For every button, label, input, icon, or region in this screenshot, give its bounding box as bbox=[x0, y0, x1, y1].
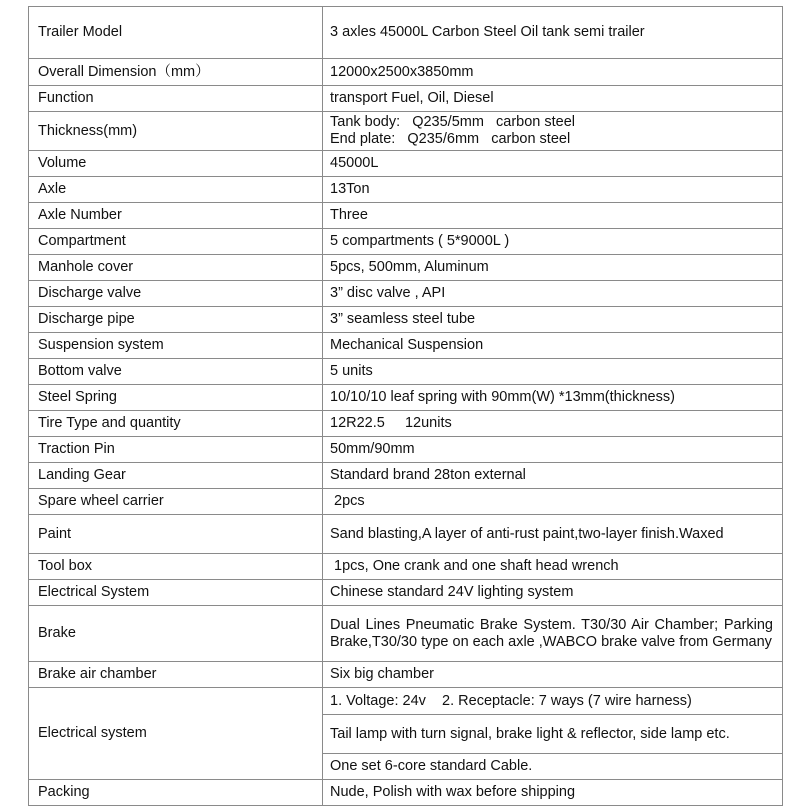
table-row bbox=[29, 151, 783, 177]
table-row bbox=[29, 112, 783, 151]
spec-value: Three bbox=[323, 203, 783, 229]
spec-value: 1pcs, One crank and one shaft head wrench bbox=[323, 554, 783, 580]
trailer-spec-table bbox=[28, 6, 783, 806]
table-row bbox=[29, 780, 783, 806]
spec-label: Manhole cover bbox=[29, 255, 323, 281]
table-row bbox=[29, 515, 783, 554]
spec-label: Axle bbox=[29, 177, 323, 203]
table-row bbox=[29, 203, 783, 229]
spec-value: 12000x2500x3850mm bbox=[323, 59, 783, 86]
table-row bbox=[29, 177, 783, 203]
spec-label: Volume bbox=[29, 151, 323, 177]
spec-label: Spare wheel carrier bbox=[29, 489, 323, 515]
spec-value: 3” disc valve , API bbox=[323, 281, 783, 307]
spec-label: Tire Type and quantity bbox=[29, 411, 323, 437]
table-row bbox=[29, 7, 783, 59]
spec-label: Compartment bbox=[29, 229, 323, 255]
spec-label: Brake air chamber bbox=[29, 662, 323, 688]
spec-label: Steel Spring bbox=[29, 385, 323, 411]
spec-value: Nude, Polish with wax before shipping bbox=[323, 780, 783, 806]
spec-value: 10/10/10 leaf spring with 90mm(W) *13mm(thickness) bbox=[323, 385, 783, 411]
spec-label: Discharge pipe bbox=[29, 307, 323, 333]
spec-label: Brake bbox=[29, 606, 323, 662]
spec-label: Packing bbox=[29, 780, 323, 806]
spec-value: 3 axles 45000L Carbon Steel Oil tank semi trailer bbox=[323, 7, 783, 59]
spec-value: 1. Voltage: 24v 2. Receptacle: 7 ways (7 wire harness) bbox=[323, 688, 783, 715]
table-row bbox=[29, 229, 783, 255]
spec-label: Bottom valve bbox=[29, 359, 323, 385]
table-row bbox=[29, 281, 783, 307]
spec-value: One set 6-core standard Cable. bbox=[323, 754, 783, 780]
table-row bbox=[29, 59, 783, 86]
spec-label: Landing Gear bbox=[29, 463, 323, 489]
spec-value: 3” seamless steel tube bbox=[323, 307, 783, 333]
table-row bbox=[29, 411, 783, 437]
table-row bbox=[29, 333, 783, 359]
spec-value: Dual Lines Pneumatic Brake System. T30/30 Air Chamber; Parking Brake,T30/30 type on each axle ,WABCO brake valve from Germany bbox=[323, 606, 783, 662]
spec-value: 5 compartments ( 5*9000L ) bbox=[323, 229, 783, 255]
spec-value-line: Tank body: Q235/5mm carbon steel bbox=[330, 114, 576, 130]
spec-label: Paint bbox=[29, 515, 323, 554]
spec-value: Chinese standard 24V lighting system bbox=[323, 580, 783, 606]
table-row bbox=[29, 307, 783, 333]
spec-value-line: End plate: Q235/6mm carbon steel bbox=[330, 131, 571, 147]
spec-value: transport Fuel, Oil, Diesel bbox=[323, 86, 783, 112]
spec-label: Tool box bbox=[29, 554, 323, 580]
spec-value: 13Ton bbox=[323, 177, 783, 203]
table-row bbox=[29, 662, 783, 688]
spec-value: 45000L bbox=[323, 151, 783, 177]
spec-value: Mechanical Suspension bbox=[323, 333, 783, 359]
spec-label: Trailer Model bbox=[29, 7, 323, 59]
spec-label: Electrical system bbox=[29, 688, 323, 780]
table-row bbox=[29, 580, 783, 606]
table-row bbox=[29, 385, 783, 411]
spec-value: 50mm/90mm bbox=[323, 437, 783, 463]
spec-value: 5pcs, 500mm, Aluminum bbox=[323, 255, 783, 281]
spec-value: Tail lamp with turn signal, brake light & reflector, side lamp etc. bbox=[323, 715, 783, 754]
spec-label: Suspension system bbox=[29, 333, 323, 359]
table-row bbox=[29, 255, 783, 281]
table-row bbox=[29, 489, 783, 515]
spec-label: Discharge valve bbox=[29, 281, 323, 307]
spec-value: 2pcs bbox=[323, 489, 783, 515]
spec-label: Function bbox=[29, 86, 323, 112]
spec-value: 12R22.5 12units bbox=[323, 411, 783, 437]
spec-label: Axle Number bbox=[29, 203, 323, 229]
table-row bbox=[29, 437, 783, 463]
table-row bbox=[29, 554, 783, 580]
table-row bbox=[29, 86, 783, 112]
table-row bbox=[29, 463, 783, 489]
spec-value: Standard brand 28ton external bbox=[323, 463, 783, 489]
table-row bbox=[29, 606, 783, 662]
spec-label: Thickness(mm) bbox=[29, 112, 323, 151]
spec-label: Electrical System bbox=[29, 580, 323, 606]
spec-value: 5 units bbox=[323, 359, 783, 385]
spec-label: Traction Pin bbox=[29, 437, 323, 463]
spec-label: Overall Dimension（mm） bbox=[29, 59, 323, 86]
table-row bbox=[29, 359, 783, 385]
table-row bbox=[29, 688, 783, 715]
spec-value: Six big chamber bbox=[323, 662, 783, 688]
spec-value bbox=[323, 112, 783, 151]
spec-value: Sand blasting,A layer of anti-rust paint,two-layer finish.Waxed bbox=[323, 515, 783, 554]
